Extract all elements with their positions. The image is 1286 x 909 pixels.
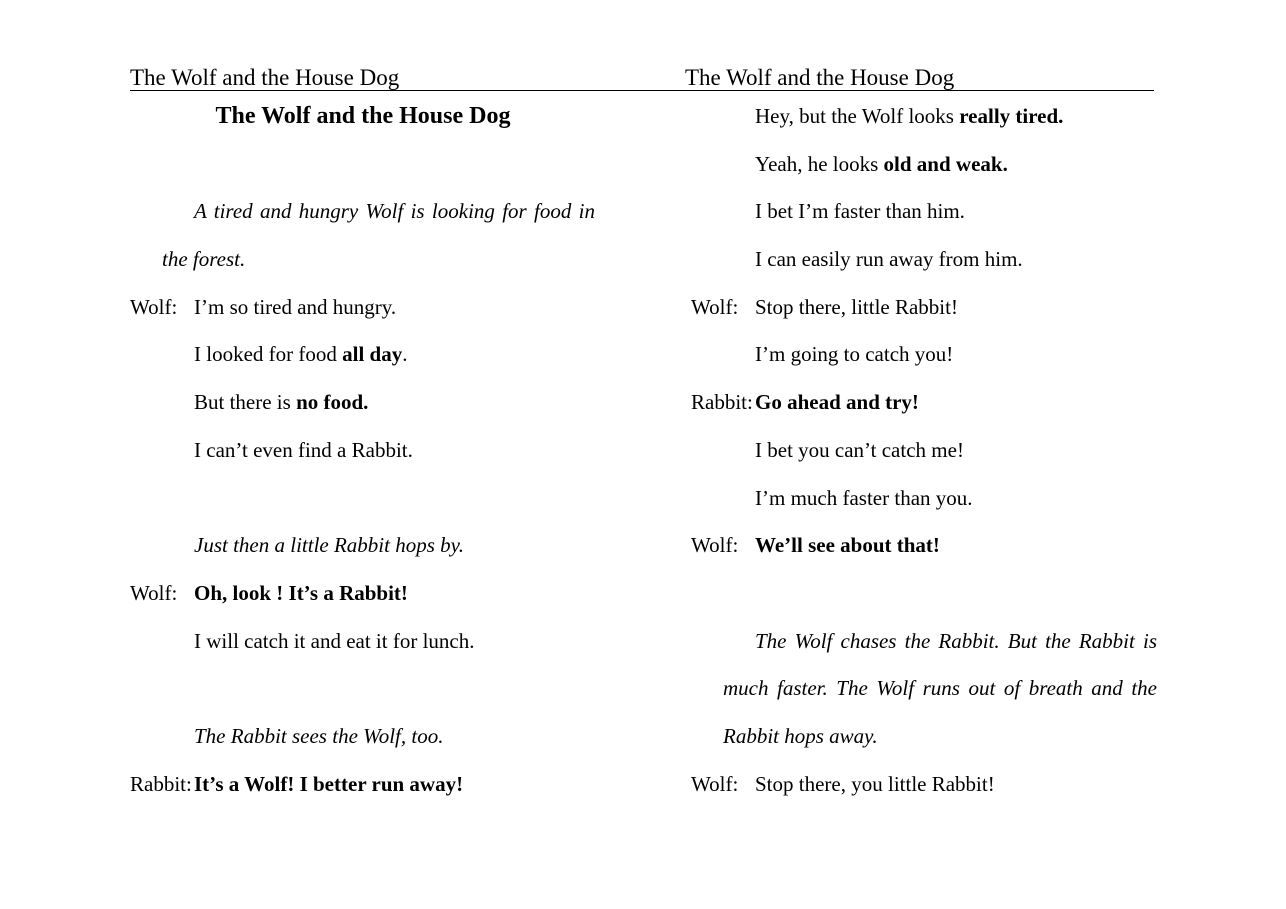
story-title: The Wolf and the House Dog [215, 103, 511, 129]
speaker-label: Rabbit: [691, 390, 753, 415]
speech-text: I bet you can’t catch me! [755, 437, 964, 462]
speaker-label: Wolf: [691, 771, 739, 796]
speech-text: Stop there, little Rabbit! [755, 294, 958, 319]
dialogue-line [691, 522, 1157, 570]
running-head-right: The Wolf and the House Dog [685, 65, 955, 90]
speech-text: Hey, but the Wolf looks really tired. [755, 104, 1064, 128]
dialogue-line [130, 379, 596, 427]
blank-line [691, 570, 1157, 618]
speech-text: I’m going to catch you! [755, 342, 954, 367]
dialogue-line [130, 427, 596, 475]
narration-text: The Wolf chases the Rabbit. But the Rabbit is [755, 628, 1157, 653]
narration-text: Just then a little Rabbit hops by. [194, 533, 465, 558]
narration-text: much faster. The Wolf runs out of breath and the [723, 676, 1157, 701]
speech-text: It’s a Wolf! I better run away! [194, 771, 464, 796]
dialogue-line [691, 284, 1157, 332]
narration-line [691, 665, 1157, 713]
dialogue-line [130, 618, 596, 666]
blank-line [130, 141, 596, 189]
dialogue-line [130, 570, 596, 618]
right-page [691, 93, 1157, 808]
dialogue-line [691, 379, 1157, 427]
blank-line [130, 475, 596, 523]
narration-line [691, 618, 1157, 666]
narration-line [130, 236, 596, 284]
dialogue-line [130, 331, 596, 379]
dialogue-line [691, 236, 1157, 284]
narration-text: Rabbit hops away. [723, 723, 878, 748]
dialogue-line [691, 427, 1157, 475]
speech-text: I’m so tired and hungry. [194, 294, 397, 319]
speaker-label: Wolf: [130, 294, 178, 319]
speech-text: Go ahead and try! [755, 390, 919, 415]
running-head-left: The Wolf and the House Dog [130, 65, 400, 90]
speaker-label: Wolf: [130, 580, 178, 605]
dialogue-line [691, 93, 1157, 141]
narration-text: A tired and hungry Wolf is looking for food in [194, 199, 595, 224]
dialogue-line [691, 331, 1157, 379]
narration-text: the forest. [162, 247, 246, 272]
dialogue-line [130, 284, 596, 332]
speech-text: Oh, look ! It’s a Rabbit! [194, 580, 408, 605]
dialogue-line [130, 761, 596, 809]
header-rule [130, 90, 1154, 91]
speech-text: We’ll see about that! [755, 533, 940, 558]
dialogue-line [691, 761, 1157, 809]
speech-text: But there is no food. [194, 390, 369, 415]
dialogue-line [691, 475, 1157, 523]
narration-line [691, 713, 1157, 761]
narration-line [130, 522, 596, 570]
speech-text: I bet I’m faster than him. [755, 199, 965, 224]
left-page [130, 93, 596, 808]
narration-line [130, 713, 596, 761]
speech-text: Stop there, you little Rabbit! [755, 771, 995, 796]
speech-text: I will catch it and eat it for lunch. [194, 628, 475, 653]
speech-text: Yeah, he looks old and weak. [755, 151, 1008, 176]
speech-text: I’m much faster than you. [755, 485, 973, 510]
dialogue-line [691, 141, 1157, 189]
speech-text: I can’t even find a Rabbit. [194, 437, 413, 462]
blank-line [130, 665, 596, 713]
speaker-label: Wolf: [691, 533, 739, 558]
dialogue-line [691, 188, 1157, 236]
speaker-label: Rabbit: [130, 771, 192, 796]
speech-text: I looked for food all day. [194, 342, 408, 367]
speaker-label: Wolf: [691, 294, 739, 319]
narration-text: The Rabbit sees the Wolf, too. [194, 723, 444, 748]
narration-line [130, 188, 596, 236]
speech-text: I can easily run away from him. [755, 247, 1023, 272]
